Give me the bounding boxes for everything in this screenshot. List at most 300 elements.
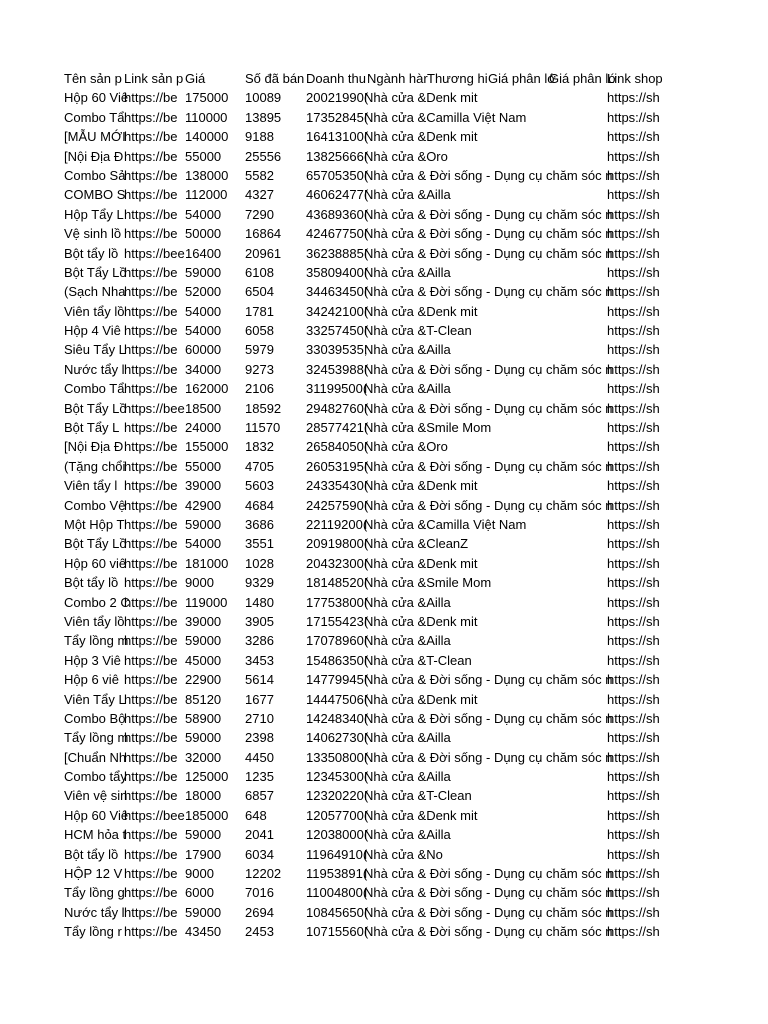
cell-product-name[interactable]: Nước tẩy l xyxy=(64,904,125,920)
cell-shop-link[interactable]: https://sh xyxy=(607,187,660,203)
cell-revenue: 34463450( xyxy=(306,284,369,300)
table-row xyxy=(0,321,768,340)
cell-product-link[interactable]: https://be xyxy=(124,672,178,688)
cell-shop-link[interactable]: https://sh xyxy=(607,691,660,707)
cell-category xyxy=(364,825,607,844)
cell-brand: Ailla xyxy=(426,187,451,203)
cell-shop-link[interactable]: https://sh xyxy=(607,710,660,726)
cell-category-text: Nhà cửa & xyxy=(364,769,427,785)
cell-revenue: 24257590( xyxy=(306,497,369,513)
cell-product-name[interactable]: Hộp 60 viê xyxy=(64,555,127,571)
cell-category-text: Nhà cửa & Đời sống - Dụng cụ chăm sóc n xyxy=(364,885,613,901)
cell-product-link[interactable]: https://be xyxy=(124,769,178,785)
cell-category-text: Nhà cửa & xyxy=(364,575,427,591)
cell-price: 59000 xyxy=(185,516,222,532)
cell-product-name[interactable]: Viên Tẩy L xyxy=(64,691,126,707)
cell-category xyxy=(364,282,613,301)
table-row xyxy=(0,166,768,185)
table-row xyxy=(0,573,768,592)
cell-sold: 5614 xyxy=(245,672,274,688)
cell-brand: Ailla xyxy=(426,264,451,280)
cell-category xyxy=(364,728,607,747)
cell-category-text: Nhà cửa & xyxy=(364,420,427,436)
table-row xyxy=(0,864,768,883)
cell-brand: Camilla Việt Nam xyxy=(426,109,527,125)
cell-product-name[interactable]: Siêu Tẩy L xyxy=(64,342,126,358)
table-row xyxy=(0,185,768,204)
cell-revenue: 32453988( xyxy=(306,361,369,377)
cell-product-link[interactable]: https://be xyxy=(124,594,178,610)
cell-category-text: Nhà cửa & Đời sống - Dụng cụ chăm sóc n xyxy=(364,749,613,765)
cell-product-name[interactable]: Tẩy lồng m xyxy=(64,633,129,649)
cell-brand: Denk mit xyxy=(426,90,478,106)
cell-product-name[interactable]: Viên tẩy l xyxy=(64,478,118,494)
cell-brand: T-Clean xyxy=(426,788,472,804)
cell-shop-link[interactable]: https://sh xyxy=(607,575,660,591)
cell-product-name[interactable]: Bột tẩy lồ xyxy=(64,575,119,591)
cell-price: 43450 xyxy=(185,924,222,940)
table-row xyxy=(0,379,768,398)
cell-category xyxy=(364,205,613,224)
cell-product-link[interactable]: https://be xyxy=(124,226,178,242)
cell-product-name[interactable]: Hộp 60 Viê xyxy=(64,90,129,106)
cell-revenue: 12057700( xyxy=(306,807,369,823)
cell-revenue: 14447506( xyxy=(306,691,369,707)
table-row xyxy=(0,631,768,650)
cell-revenue: 12345300( xyxy=(306,769,369,785)
table-row xyxy=(0,709,768,728)
cell-product-link[interactable]: https://be xyxy=(124,846,178,862)
cell-product-link[interactable]: https://be xyxy=(124,749,178,765)
cell-brand: Ailla xyxy=(426,769,451,785)
cell-product-link[interactable]: https://be xyxy=(124,90,178,106)
cell-product-name[interactable]: [Nội Địa Đ xyxy=(64,439,124,455)
cell-shop-link[interactable]: https://sh xyxy=(607,381,660,397)
cell-brand: T-Clean xyxy=(426,652,472,668)
cell-category xyxy=(364,845,607,864)
cell-category xyxy=(364,476,607,495)
table-row xyxy=(0,748,768,767)
cell-product-name[interactable]: [Nội Địa Đ xyxy=(64,148,124,164)
cell-category-text: Nhà cửa & xyxy=(364,109,427,125)
cell-product-link[interactable]: https://be xyxy=(124,575,178,591)
cell-revenue: 17753800( xyxy=(306,594,369,610)
cell-shop-link[interactable]: https://sh xyxy=(607,206,660,222)
cell-shop-link[interactable]: https://sh xyxy=(607,245,660,261)
cell-shop-link[interactable]: https://sh xyxy=(607,323,660,339)
cell-shop-link[interactable]: https://sh xyxy=(607,516,660,532)
cell-price: 119000 xyxy=(185,594,228,610)
cell-product-name[interactable]: Một Hộp T xyxy=(64,516,125,532)
cell-product-link[interactable]: https://be xyxy=(124,303,178,319)
cell-product-name[interactable]: Bột Tẩy Lồ xyxy=(64,264,127,280)
cell-product-name[interactable]: Combo tẩy xyxy=(64,769,127,785)
header-price-max: Giá phân lớ xyxy=(549,71,617,86)
table-row xyxy=(0,147,768,166)
cell-category xyxy=(364,399,613,418)
cell-category xyxy=(364,88,607,107)
cell-product-link[interactable]: https://be xyxy=(124,187,178,203)
cell-shop-link[interactable]: https://sh xyxy=(607,652,660,668)
cell-product-link[interactable]: https://be xyxy=(124,206,178,222)
cell-product-name[interactable]: Combo 2 C xyxy=(64,594,130,610)
cell-product-link[interactable]: https://be xyxy=(124,730,178,746)
cell-price: 140000 xyxy=(185,129,229,145)
cell-product-link[interactable]: https://be xyxy=(124,710,178,726)
cell-sold: 18592 xyxy=(245,400,282,416)
cell-product-name[interactable]: (Tặng chổi xyxy=(64,458,126,474)
cell-product-name[interactable]: Bột tẩy lồ xyxy=(64,245,119,261)
cell-product-name[interactable]: Hộp 4 Viê xyxy=(64,323,121,339)
cell-product-link[interactable]: https://be xyxy=(124,381,178,397)
cell-product-name[interactable]: Bột Tẩy Lồ xyxy=(64,400,127,416)
cell-price: 55000 xyxy=(185,148,222,164)
cell-shop-link[interactable]: https://sh xyxy=(607,458,660,474)
cell-product-link[interactable]: https://be xyxy=(124,536,178,552)
cell-category-text: Nhà cửa & xyxy=(364,90,427,106)
cell-revenue: 29482760( xyxy=(306,400,369,416)
table-row xyxy=(0,515,768,534)
cell-price: 175000 xyxy=(185,90,229,106)
cell-shop-link[interactable]: https://sh xyxy=(607,749,660,765)
cell-shop-link[interactable]: https://sh xyxy=(607,633,660,649)
cell-brand: Denk mit xyxy=(426,303,478,319)
header-sold: Số đã bán xyxy=(245,71,305,86)
cell-product-name[interactable]: Viên vệ sin xyxy=(64,788,128,804)
cell-product-link[interactable]: https://be xyxy=(124,497,178,513)
cell-shop-link[interactable]: https://sh xyxy=(607,400,660,416)
cell-brand: Ailla xyxy=(426,730,451,746)
cell-product-link[interactable]: https://be xyxy=(124,516,178,532)
table-row xyxy=(0,244,768,263)
cell-category xyxy=(364,612,607,631)
table-row xyxy=(0,282,768,301)
cell-shop-link[interactable]: https://sh xyxy=(607,788,660,804)
cell-sold: 13895 xyxy=(245,109,282,125)
cell-price: 54000 xyxy=(185,323,222,339)
cell-brand: No xyxy=(426,846,443,862)
cell-product-link[interactable]: https://bee xyxy=(124,807,185,823)
cell-category xyxy=(364,883,613,902)
cell-product-link[interactable]: https://be xyxy=(124,691,178,707)
cell-sold: 2398 xyxy=(245,730,274,746)
table-row xyxy=(0,825,768,844)
cell-shop-link[interactable]: https://sh xyxy=(607,478,660,494)
cell-category xyxy=(364,418,607,437)
cell-revenue: 42467750( xyxy=(306,226,369,242)
table-row xyxy=(0,883,768,902)
table-row xyxy=(0,690,768,709)
header-product-link: Link sản p xyxy=(124,71,184,86)
cell-price: 39000 xyxy=(185,478,222,494)
table-row xyxy=(0,224,768,243)
cell-shop-link[interactable]: https://sh xyxy=(607,264,660,280)
cell-price: 58900 xyxy=(185,710,222,726)
table-row xyxy=(0,612,768,631)
table-row xyxy=(0,263,768,282)
table-row xyxy=(0,651,768,670)
cell-category-text: Nhà cửa & xyxy=(364,730,427,746)
cell-sold: 6108 xyxy=(245,264,274,280)
cell-category-text: Nhà cửa & Đời sống - Dụng cụ chăm sóc n xyxy=(364,458,613,474)
cell-category xyxy=(364,767,607,786)
cell-product-name[interactable]: Combo Vệ xyxy=(64,497,126,513)
cell-sold: 2041 xyxy=(245,827,274,843)
cell-shop-link[interactable]: https://sh xyxy=(607,613,660,629)
cell-shop-link[interactable]: https://sh xyxy=(607,846,660,862)
cell-shop-link[interactable]: https://sh xyxy=(607,226,660,242)
cell-brand: Denk mit xyxy=(426,129,478,145)
table-row xyxy=(0,360,768,379)
cell-product-link[interactable]: https://be xyxy=(124,439,178,455)
cell-product-link[interactable]: https://be xyxy=(124,361,178,377)
cell-product-link[interactable]: https://be xyxy=(124,148,178,164)
cell-sold: 4705 xyxy=(245,458,274,474)
cell-product-link[interactable]: https://be xyxy=(124,129,178,145)
cell-product-link[interactable]: https://be xyxy=(124,652,178,668)
cell-shop-link[interactable]: https://sh xyxy=(607,827,660,843)
cell-category-text: Nhà cửa & Đời sống - Dụng cụ chăm sóc n xyxy=(364,226,613,242)
cell-category xyxy=(364,651,607,670)
cell-sold: 4327 xyxy=(245,187,274,203)
cell-product-name[interactable]: [Chuẩn Nh xyxy=(64,749,127,765)
cell-brand: Ailla xyxy=(426,594,451,610)
cell-revenue: 35809400( xyxy=(306,264,369,280)
cell-sold: 2106 xyxy=(245,381,274,397)
cell-sold: 1677 xyxy=(245,691,274,707)
cell-category xyxy=(364,748,613,767)
cell-revenue: 10845650( xyxy=(306,904,369,920)
cell-revenue: 28577421( xyxy=(306,420,369,436)
cell-shop-link[interactable]: https://sh xyxy=(607,109,660,125)
cell-revenue: 33039535; xyxy=(306,342,368,358)
cell-category-text: Nhà cửa & Đời sống - Dụng cụ chăm sóc n xyxy=(364,672,613,688)
cell-product-name[interactable]: Combo Tẩ xyxy=(64,381,125,397)
cell-product-link[interactable]: https://be xyxy=(124,478,178,494)
cell-product-link[interactable]: https://be xyxy=(124,613,178,629)
cell-shop-link[interactable]: https://sh xyxy=(607,497,660,513)
table-row xyxy=(0,457,768,476)
cell-category xyxy=(364,340,607,359)
cell-product-link[interactable]: https://be xyxy=(124,458,178,474)
cell-shop-link[interactable]: https://sh xyxy=(607,284,660,300)
cell-shop-link[interactable]: https://sh xyxy=(607,594,660,610)
cell-product-name[interactable]: Viên tẩy lồ xyxy=(64,303,125,319)
cell-revenue: 31199500( xyxy=(306,381,368,397)
cell-category-text: Nhà cửa & Đời sống - Dụng cụ chăm sóc n xyxy=(364,710,613,726)
cell-shop-link[interactable]: https://sh xyxy=(607,730,660,746)
cell-shop-link[interactable]: https://sh xyxy=(607,536,660,552)
cell-category xyxy=(364,108,607,127)
cell-product-name[interactable]: Tẩy lồng m xyxy=(64,730,129,746)
cell-category-text: Nhà cửa & Đời sống - Dụng cụ chăm sóc n xyxy=(364,924,613,940)
cell-category-text: Nhà cửa & xyxy=(364,846,427,862)
cell-product-name[interactable]: HCM hỏa t xyxy=(64,827,127,843)
cell-revenue: 17155423( xyxy=(306,613,369,629)
cell-sold: 10089 xyxy=(245,90,282,106)
cell-shop-link[interactable]: https://sh xyxy=(607,904,660,920)
cell-product-name[interactable]: (Sạch Nha xyxy=(64,284,126,300)
table-row xyxy=(0,496,768,515)
cell-product-name[interactable]: Bột Tẩy Lồ xyxy=(64,536,127,552)
cell-product-link[interactable]: https://be xyxy=(124,885,178,901)
cell-product-link[interactable]: https://be xyxy=(124,109,178,125)
cell-product-link[interactable]: https://be xyxy=(124,904,178,920)
cell-shop-link[interactable]: https://sh xyxy=(607,342,660,358)
cell-category-text: Nhà cửa & Đời sống - Dụng cụ chăm sóc n xyxy=(364,284,613,300)
cell-category-text: Nhà cửa & Đời sống - Dụng cụ chăm sóc n xyxy=(364,167,613,183)
cell-product-link[interactable]: https://be xyxy=(124,284,178,300)
cell-product-link[interactable]: https://be xyxy=(124,342,178,358)
table-row xyxy=(0,845,768,864)
cell-product-name[interactable]: Hộp 3 Viê xyxy=(64,652,121,668)
cell-price: 54000 xyxy=(185,303,222,319)
cell-category-text: Nhà cửa & xyxy=(364,264,427,280)
cell-product-link[interactable]: https://be xyxy=(124,788,178,804)
cell-brand: Denk mit xyxy=(426,613,478,629)
cell-product-link[interactable]: https://bee xyxy=(124,400,185,416)
cell-shop-link[interactable]: https://sh xyxy=(607,924,660,940)
cell-product-name[interactable]: Vệ sinh lồ xyxy=(64,226,122,242)
cell-product-name[interactable]: Bột Tẩy L xyxy=(64,420,120,436)
cell-product-name[interactable]: Combo Sả xyxy=(64,167,126,183)
cell-sold: 12202 xyxy=(245,866,282,882)
cell-price: 59000 xyxy=(185,730,222,746)
cell-shop-link[interactable]: https://sh xyxy=(607,420,660,436)
cell-category-text: Nhà cửa & xyxy=(364,303,427,319)
cell-sold: 9329 xyxy=(245,575,274,591)
cell-shop-link[interactable]: https://sh xyxy=(607,807,660,823)
cell-product-name[interactable]: Combo Bộ xyxy=(64,710,126,726)
cell-product-link[interactable]: https://be xyxy=(124,264,178,280)
cell-revenue: 22119200( xyxy=(306,516,368,532)
cell-price: 52000 xyxy=(185,284,222,300)
cell-sold: 6857 xyxy=(245,788,274,804)
cell-category xyxy=(364,670,613,689)
cell-shop-link[interactable]: https://sh xyxy=(607,361,660,377)
cell-shop-link[interactable]: https://sh xyxy=(607,555,660,571)
cell-brand: Smile Mom xyxy=(426,575,492,591)
cell-revenue: 17078960( xyxy=(306,633,369,649)
table-row xyxy=(0,418,768,437)
cell-category-text: Nhà cửa & xyxy=(364,516,427,532)
cell-product-name[interactable]: Nước tẩy l xyxy=(64,361,125,377)
cell-product-link[interactable]: https://be xyxy=(124,633,178,649)
cell-product-name[interactable]: Viên tẩy lồ xyxy=(64,613,125,629)
cell-product-name[interactable]: [MẪU MỚI xyxy=(64,129,126,145)
cell-product-link[interactable]: https://be xyxy=(124,420,178,436)
cell-revenue: 17352845( xyxy=(306,109,369,125)
cell-price: 50000 xyxy=(185,226,222,242)
cell-product-link[interactable]: https://be xyxy=(124,167,178,183)
cell-category xyxy=(364,244,613,263)
cell-product-link[interactable]: https://be xyxy=(124,323,178,339)
cell-shop-link[interactable]: https://sh xyxy=(607,90,660,106)
cell-sold: 648 xyxy=(245,807,267,823)
header-product-name: Tên sản p xyxy=(64,71,122,86)
cell-shop-link[interactable]: https://sh xyxy=(607,303,660,319)
cell-revenue: 14062730( xyxy=(306,730,369,746)
table-row xyxy=(0,437,768,456)
cell-category-text: Nhà cửa & xyxy=(364,478,427,494)
cell-shop-link[interactable]: https://sh xyxy=(607,885,660,901)
cell-price: 125000 xyxy=(185,769,229,785)
cell-price: 42900 xyxy=(185,497,222,513)
cell-category-text: Nhà cửa & Đời sống - Dụng cụ chăm sóc n xyxy=(364,361,613,377)
cell-category xyxy=(364,593,607,612)
cell-category-text: Nhà cửa & Đời sống - Dụng cụ chăm sóc n xyxy=(364,400,613,416)
cell-price: 17900 xyxy=(185,846,222,862)
cell-product-name[interactable]: COMBO S xyxy=(64,187,126,203)
cell-sold: 3551 xyxy=(245,536,274,552)
cell-category xyxy=(364,922,613,941)
table-row xyxy=(0,108,768,127)
cell-sold: 1235 xyxy=(245,769,274,785)
cell-product-link[interactable]: https://bee xyxy=(124,245,185,261)
cell-shop-link[interactable]: https://sh xyxy=(607,672,660,688)
cell-product-name[interactable]: Combo Tẩ xyxy=(64,109,125,125)
cell-price: 185000 xyxy=(185,807,229,823)
cell-category xyxy=(364,515,607,534)
cell-product-name[interactable]: HỘP 12 V xyxy=(64,866,123,882)
cell-shop-link[interactable]: https://sh xyxy=(607,167,660,183)
cell-shop-link[interactable]: https://sh xyxy=(607,148,660,164)
cell-price: 162000 xyxy=(185,381,229,397)
cell-price: 138000 xyxy=(185,167,229,183)
cell-brand: Oro xyxy=(426,148,448,164)
cell-product-name[interactable]: Tẩy lồng g xyxy=(64,885,125,901)
cell-revenue: 46062477( xyxy=(306,187,369,203)
cell-shop-link[interactable]: https://sh xyxy=(607,866,660,882)
cell-category xyxy=(364,709,613,728)
cell-revenue: 16413100( xyxy=(306,129,369,145)
cell-revenue: 24335430( xyxy=(306,478,369,494)
cell-category-text: Nhà cửa & xyxy=(364,148,427,164)
cell-revenue: 26053195( xyxy=(306,458,369,474)
cell-price: 18000 xyxy=(185,788,222,804)
cell-product-name[interactable]: Hộp 6 viê xyxy=(64,672,119,688)
cell-product-link[interactable]: https://be xyxy=(124,827,178,843)
cell-category xyxy=(364,496,613,515)
cell-category xyxy=(364,321,607,340)
table-row xyxy=(0,127,768,146)
cell-product-link[interactable]: https://be xyxy=(124,555,178,571)
cell-product-name[interactable]: Hộp 60 Viê xyxy=(64,807,129,823)
cell-shop-link[interactable]: https://sh xyxy=(607,129,660,145)
cell-brand: Ailla xyxy=(426,633,451,649)
cell-brand: Ailla xyxy=(426,381,451,397)
cell-category xyxy=(364,534,607,553)
cell-product-name[interactable]: Bột tẩy lồ xyxy=(64,846,119,862)
cell-sold: 6504 xyxy=(245,284,274,300)
cell-product-name[interactable]: Tẩy lồng r xyxy=(64,924,122,940)
cell-product-link[interactable]: https://be xyxy=(124,866,178,882)
cell-product-name[interactable]: Hộp Tẩy L xyxy=(64,206,124,222)
cell-category xyxy=(364,437,607,456)
cell-category-text: Nhà cửa & xyxy=(364,594,427,610)
table-body xyxy=(0,88,768,941)
cell-revenue: 14248340( xyxy=(306,710,369,726)
cell-shop-link[interactable]: https://sh xyxy=(607,439,660,455)
table-row xyxy=(0,476,768,495)
cell-product-link[interactable]: https://be xyxy=(124,924,178,940)
cell-revenue: 12038000( xyxy=(306,827,369,843)
cell-category-text: Nhà cửa & xyxy=(364,633,427,649)
table-row xyxy=(0,340,768,359)
cell-shop-link[interactable]: https://sh xyxy=(607,769,660,785)
cell-category xyxy=(364,554,607,573)
cell-revenue: 11953891( xyxy=(306,866,368,882)
